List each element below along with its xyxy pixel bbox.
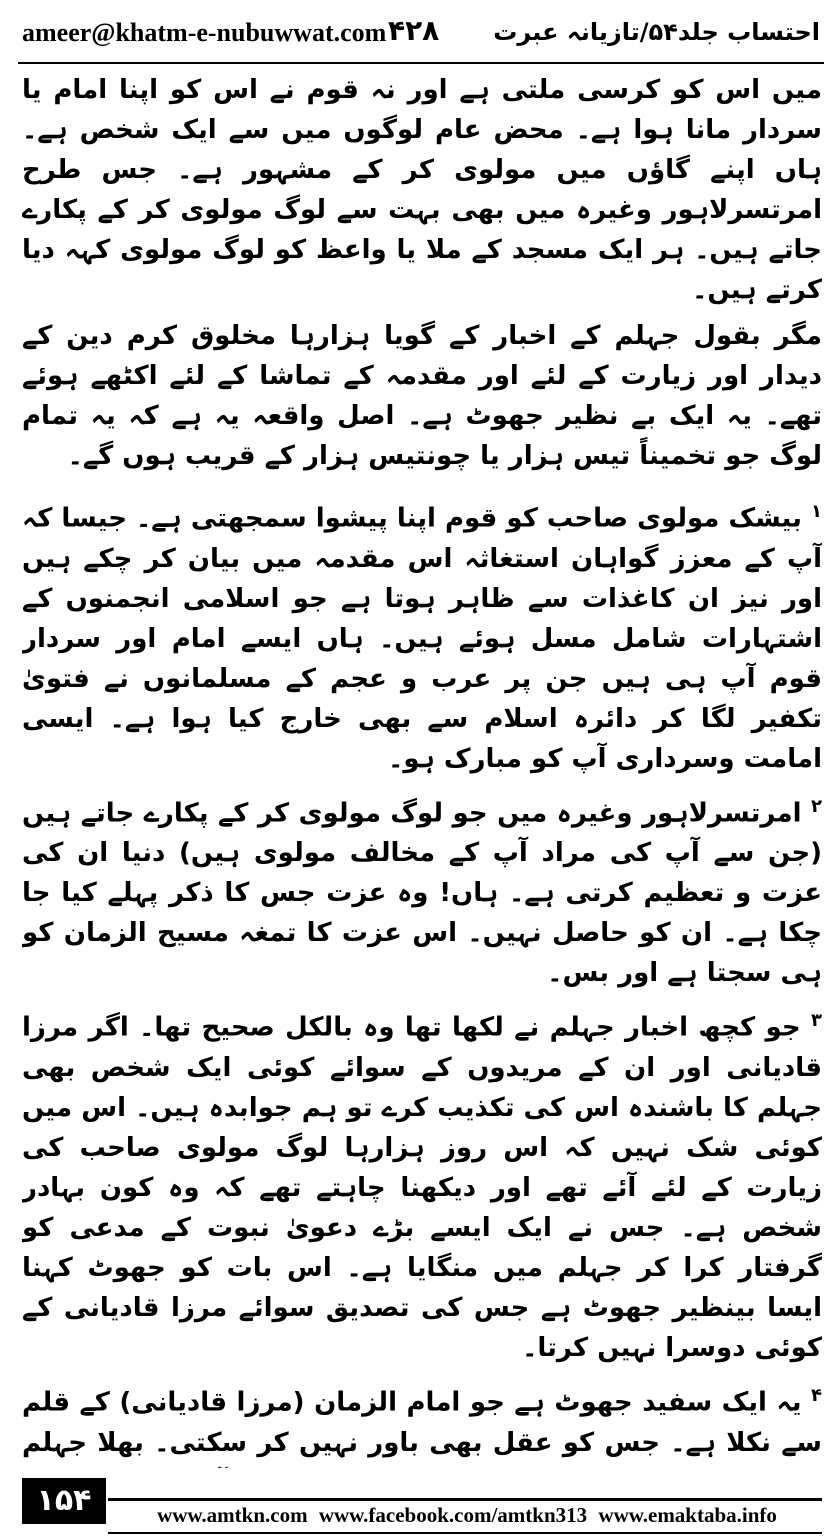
footnote-number: ۲	[811, 795, 822, 817]
header-page-number: ۴۲۸	[388, 14, 440, 47]
page-footer	[0, 1470, 840, 1540]
body-paragraph: میں اس کو کرسی ملتی ہے اور نہ قوم نے اس کو اپنا امام یا سردار مانا ہوا ہے۔ محض عام لوگوں میں سے ایک شخص ہے۔ ہاں اپنے گاؤں میں مولوی کر کے مشہور ہے۔ جس طرح امرتسرلاہور وغیرہ میں بھی بہت سے لوگ مولوی کر کے پکارے جاتے ہیں۔ ہر ایک مسجد کے ملا یا واعظ کو لوگ مولوی کہہ دیا کرتے ہیں۔	[22, 75, 822, 305]
footnote-number: ۴	[810, 1384, 822, 1406]
footnote	[22, 1001, 822, 1368]
footer-page-number: ۱۵۴	[22, 1478, 106, 1524]
footnote-text: جو کچھ اخبار جہلم نے لکھا تھا وہ بالکل صحیح تھا۔ اگر مرزا قادیانی اور ان کے مریدوں کے سوائے کوئی ایک شخص بھی جہلم کا باشندہ اس کی تکذیب کرے تو ہم جوابدہ ہیں۔ اس میں کوئی شک نہیں کہ اس روز ہزارہا لوگ مولوی صاحب کی زیارت کے لئے آئے تھے اور دیکھنا چاہتے تھے کہ وہ کون بہادر شخص ہے۔ جس نے ایک ایسے بڑے دعویٰ نبوت کے مدعی کو گرفتار کرا کر جہلم میں منگایا ہے۔ اس بات کو جھوٹ کہنا ایسا بینظیر جھوٹ ہے جس کی تصدیق سوائے مرزا قادیانی کے کوئی دوسرا نہیں کرتا۔	[22, 1012, 822, 1363]
footnote-text: امرتسرلاہور وغیرہ میں جو لوگ مولوی کر کے پکارے جاتے ہیں (جن سے آپ کی مراد آپ کے مخالف مولوی ہیں) دنیا ان کی عزت و تعظیم کرتی ہے۔ ہاں! وہ عزت جس کا ذکر پہلے کیا جا چکا ہے۔ ان کو حاصل نہیں۔ اس عزت کا تمغہ مسیح الزمان کو ہی سجتا ہے اور بس۔	[22, 798, 822, 989]
footnote-text: بیشک مولوی صاحب کو قوم اپنا پیشوا سمجھتی ہے۔ جیسا کہ آپ کے معزز گواہان استغاثہ اس مقدمہ میں بیان کر چکے ہیں اور نیز ان کاغذات سے ظاہر ہوتا ہے جو اسلامی انجمنوں کے اشتہارات شامل مسل ہوئے ہیں۔ ہاں ایسے امام اور سردار قوم آپ ہی ہیں جن پر عرب و عجم کے مسلمانوں نے فتویٰ تکفیر لگا کر دائرہ اسلام سے بھی خارج کیا ہوا ہے۔ ایسی امامت وسرداری آپ کو مبارک ہو۔	[22, 503, 822, 774]
footnote	[22, 1376, 822, 1468]
page-body	[22, 70, 822, 1468]
footer-link-amtkn[interactable]: www.amtkn.com	[157, 1503, 308, 1527]
header-book-title: احتساب جلد۵۴/تازیانہ عبرت	[493, 18, 820, 46]
body-paragraph: مگر بقول جہلم کے اخبار کے گویا ہزارہا مخلوق کرم دین کے دیدار اور زیارت کے لئے اور مقدمہ کے تماشا کے لئے اکٹھے ہوئے تھے۔ یہ ایک بے نظیر جھوٹ ہے۔ اصل واقعہ یہ ہے کہ یہ تمام لوگ جو تخمیناً تیس ہزار یا چونتیس ہزار کے قریب ہوں گے۔	[22, 321, 822, 471]
footer-rule-bottom	[108, 1532, 822, 1534]
footnote-text: یہ ایک سفید جھوٹ ہے جو امام الزمان (مرزا قادیانی) کے قلم سے نکلا ہے۔ جس کو عقل بھی باور نہیں کر سکتی۔ بھلا جہلم	[22, 1387, 822, 1458]
footnote-number: ۱	[811, 501, 822, 522]
header-rule	[18, 62, 824, 64]
header-email[interactable]: ameer@khatm-e-nubuwwat.com	[22, 18, 387, 47]
footer-link-facebook[interactable]: www.facebook.com/amtkn313	[318, 1503, 588, 1527]
footnote-number: ۳	[810, 1010, 822, 1032]
footer-link-emaktaba[interactable]: www.emaktaba.info	[598, 1503, 777, 1527]
footnote	[22, 787, 822, 994]
footer-rule-top	[108, 1498, 822, 1501]
page-header	[0, 0, 840, 60]
footer-links	[112, 1503, 822, 1528]
footnote	[22, 492, 822, 779]
